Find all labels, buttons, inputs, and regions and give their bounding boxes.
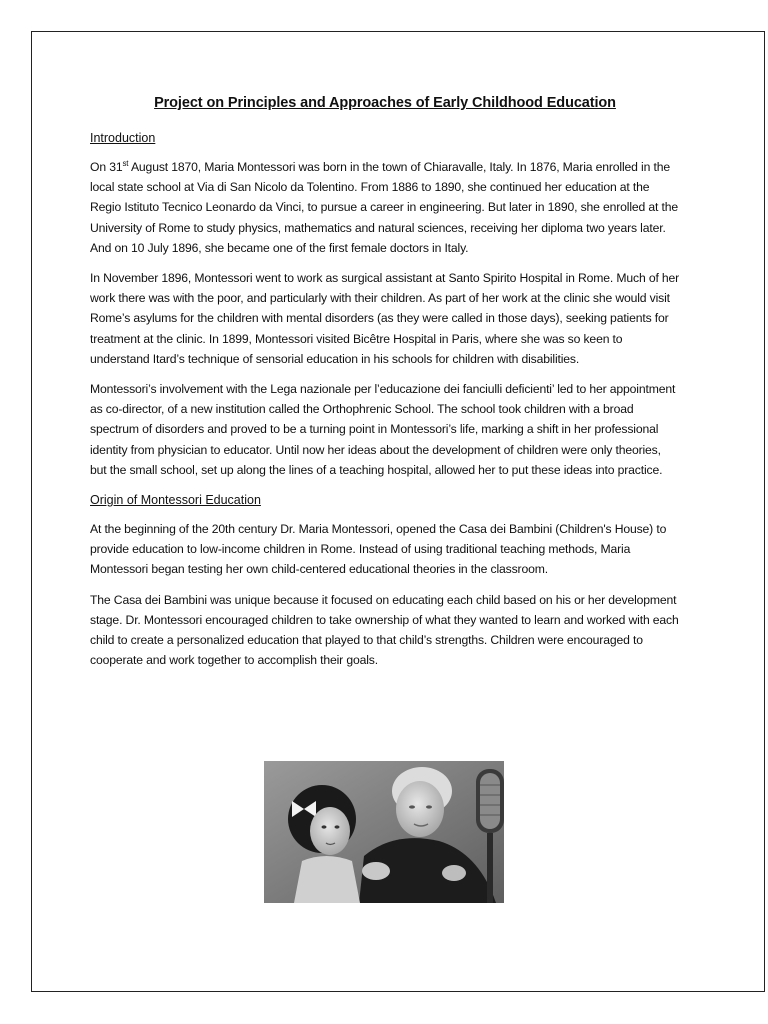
photo-illustration bbox=[264, 761, 504, 903]
document-title: Project on Principles and Approaches of Early Childhood Education bbox=[154, 95, 616, 111]
paragraph-hospital: In November 1896, Montessori went to work as surgical assistant at Santo Spirito Hospital in Rome. Much of her work there was with the poor, and particularly with their children. As part of her work at the clinic she would visit Rome’s asylums for the children with mental disorders (as they were called in those days), seeking patients for treatment at the clinic. In 1899, Montessori visited Bicêtre Hospital in Paris, where she was so keen to understand Itard’s technique of sensorial education in his schools for children with disabilities. bbox=[90, 271, 680, 366]
paragraph-casa-dei-bambini: At the beginning of the 20th century Dr. Maria Montessori, opened the Casa dei Bambini (Children's House) to provide education to low-income children in Rome. Instead of using traditional teaching methods, Maria Montessori began testing her own child-centered educational theories in the classroom. bbox=[90, 522, 667, 577]
paragraph-uniqueness: The Casa dei Bambini was unique because it focused on educating each child based on his or her development stage. Dr. Montessori encouraged children to take ownership of what they wanted to learn and worked with each child to create a personalized education that played to that child’s strengths. Children were encouraged to cooperate and work together to accomplish their goals. bbox=[90, 592, 679, 668]
section-introduction bbox=[90, 128, 680, 480]
paragraph-birth-rest: August 1870, Maria Montessori was born in the town of Chiaravalle, Italy. In 1876, Maria enrolled in the local state school at Via di San Nicolo da Tolentino. From 1886 to 1890, she continued her education at the Regio Istituto Tecnico Leonardo da Vinci, to pursue a career in engineering. But later in 1890, she enrolled at the University of Rome to study physics, mathematics and natural sciences, receiving her diploma two years later. And on 10 July 1896, she became one of the first female doctors in Italy. bbox=[90, 160, 679, 255]
ordinal-suffix: st bbox=[122, 158, 129, 168]
section-heading-introduction: Introduction bbox=[90, 131, 156, 145]
paragraph-birth-start: On 31 bbox=[90, 160, 123, 174]
document-body bbox=[90, 92, 680, 680]
section-origin bbox=[90, 490, 680, 670]
section-heading-origin: Origin of Montessori Education bbox=[90, 493, 261, 508]
paragraph-birth bbox=[90, 157, 680, 258]
montessori-photo bbox=[264, 761, 504, 903]
paragraph-orthophrenic-school: Montessori’s involvement with the Lega nazionale per l’educazione dei fanciulli deficienti’ led to her appointment as co-director, of a new institution called the Orthophrenic School. The school took children with a broad spectrum of disorders and proved to be a turning point in Montessori’s life, marking a shift in her professional identity from physician to educator. Until now her ideas about the development of children were only theories, but the small school, set up along the lines of a teaching hospital, allowed her to put these ideas into practice. bbox=[90, 382, 676, 477]
